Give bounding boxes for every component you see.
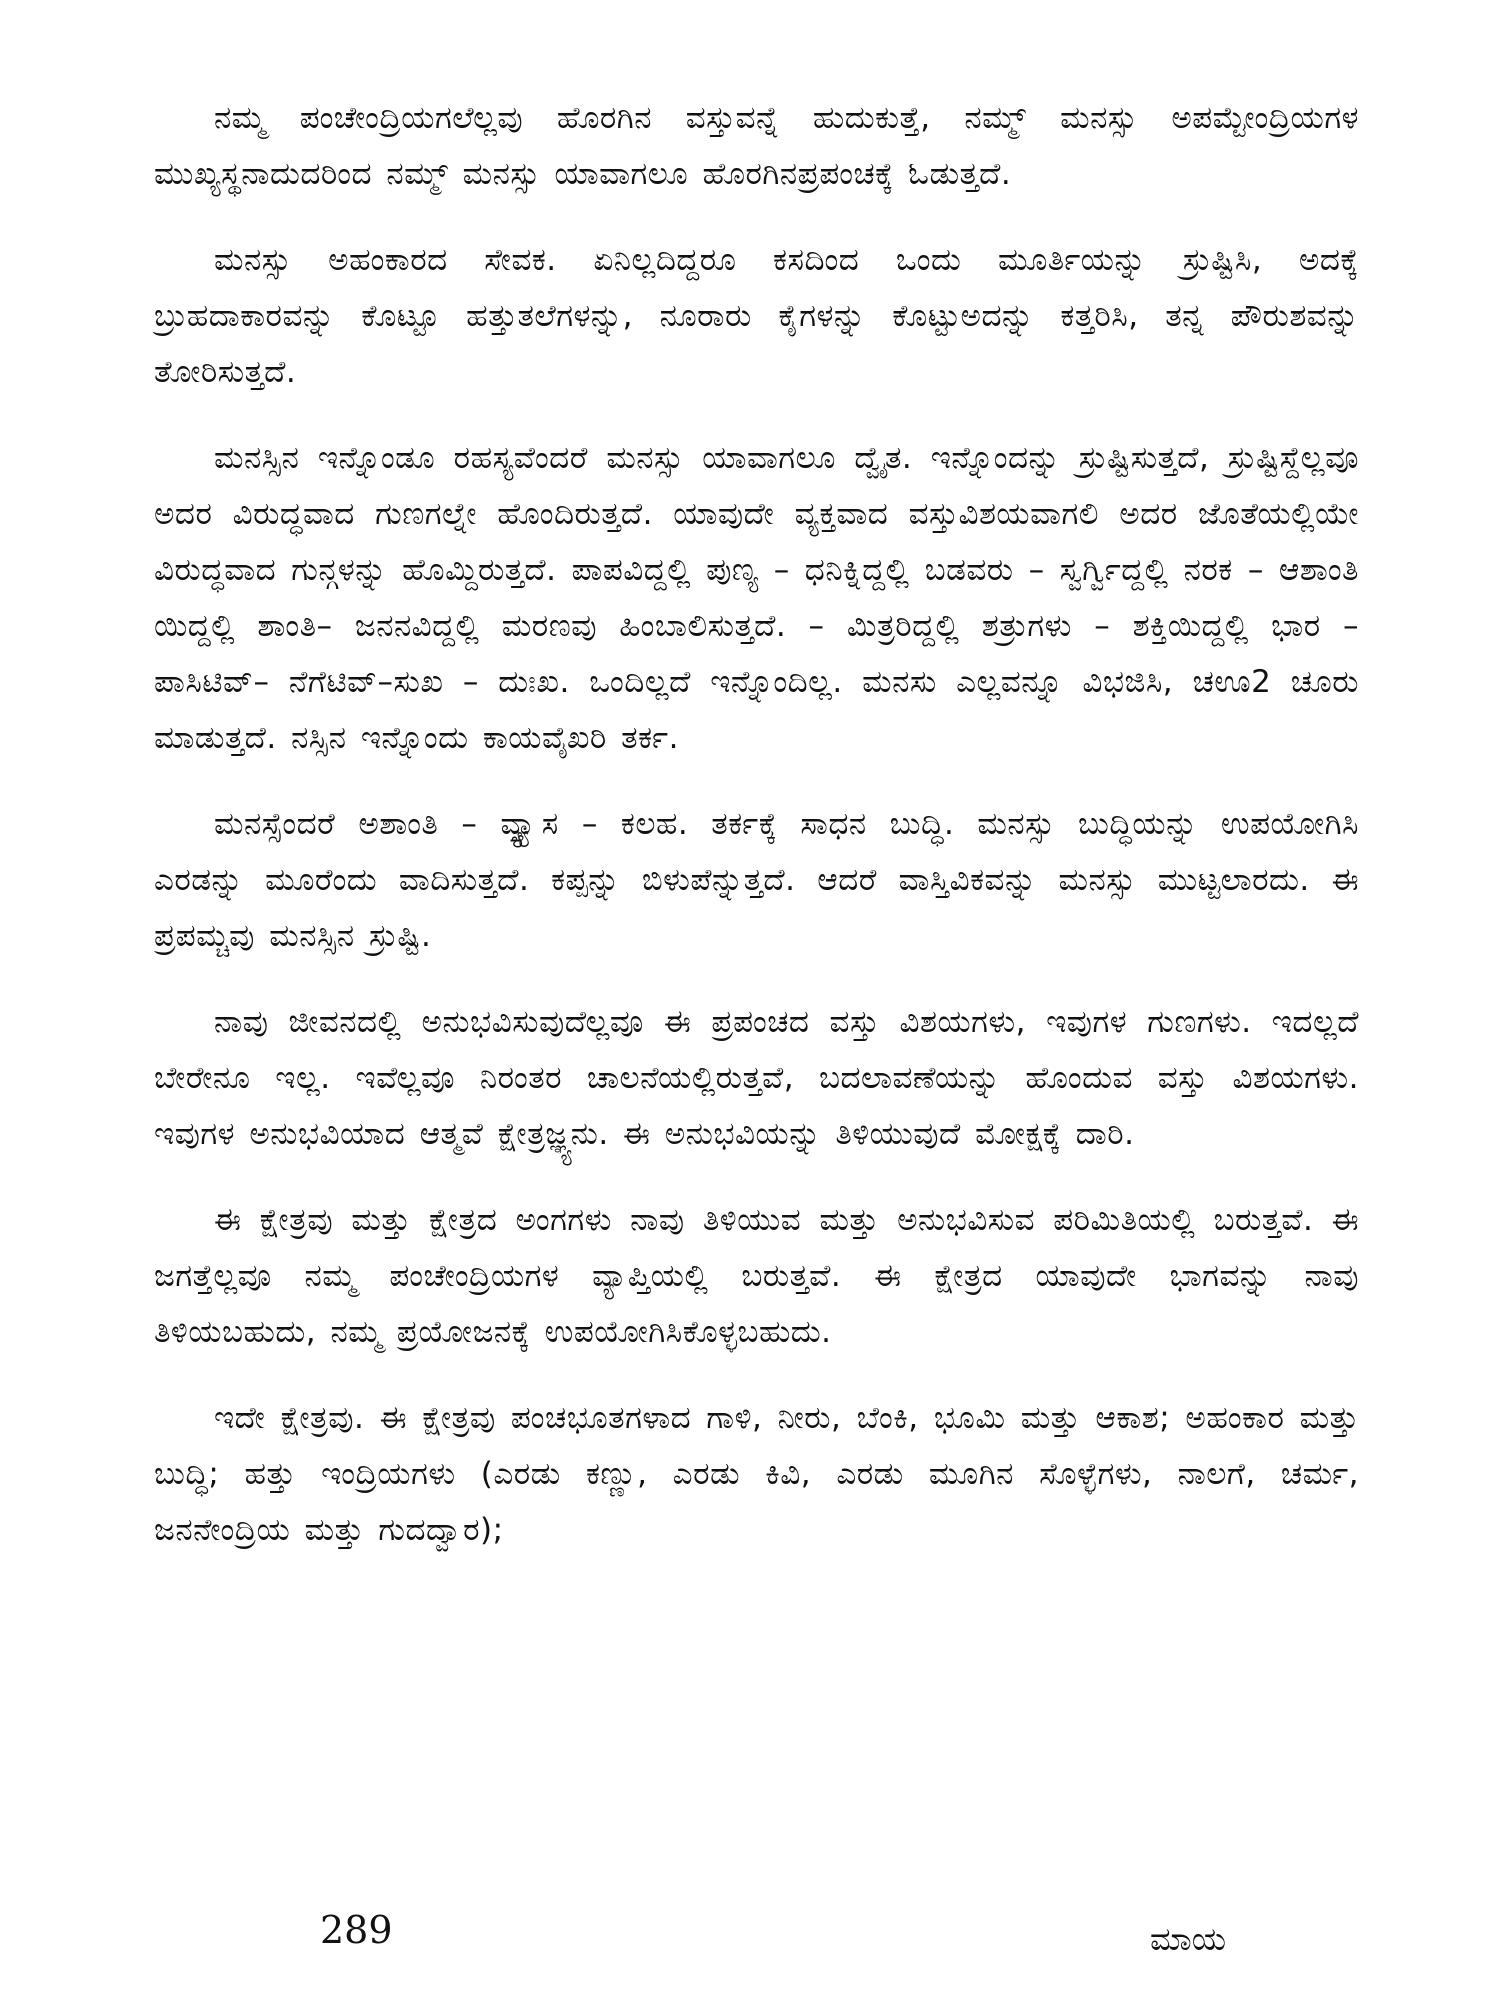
paragraph: ಮನಸ್ಸು ಅಹಂಕಾರದ ಸೇವಕ. ಏನಿಲ್ಲದಿದ್ದರೂ ಕಸದಿಂದ ಒಂದು ಮೂರ್ತಿಯನ್ನು ಸ್ರುಷ್ಟಿಸಿ, ಅದಕ್ಕೆ ಬ್ರುಹದಾಕಾರವನ್ನು ಕೊಟ್ಟೂ ಹತ್ತುತಲೆಗಳನ್ನು, ನೂರಾರು ಕೈಗಳನ್ನು ಕೊಟ್ಟುಅದನ್ನು ಕತ್ತರಿಸಿ, ತನ್ನ ಪೌರುಶವನ್ನು ತೋರಿಸುತ್ತದೆ. — [154, 242, 1359, 390]
paragraph: ಈ ಕ್ಷೇತ್ರವು ಮತ್ತು ಕ್ಷೇತ್ರದ ಅಂಗಗಳು ನಾವು ತಿಳಿಯುವ ಮತ್ತು ಅನುಭವಿಸುವ ಪರಿಮಿತಿಯಲ್ಲಿ ಬರುತ್ತವೆ. ಈ ಜಗತ್ತೆಲ್ಲವೂ ನಮ್ಮ ಪಂಚೇಂದ್ರಿಯಗಳ ವ್ಯಾಪ್ತಿಯಲ್ಲಿ ಬರುತ್ತವೆ. ಈ ಕ್ಷೇತ್ರದ ಯಾವುದೇ ಭಾಗವನ್ನು ನಾವು ತಿಳಿಯಬಹುದು, ನಮ್ಮ ಪ್ರಯೋಜನಕ್ಕೆ ಉಪಯೋಗಿಸಿಕೊಳ್ಳಬಹುದು. — [154, 1202, 1359, 1350]
paragraph: ನಮ್ಮ ಪಂಚೇಂದ್ರಿಯಗಲೆಲ್ಲವು ಹೊರಗಿನ ವಸ್ತುವನ್ನೆ ಹುದುಕುತ್ತೆ, ನಮ್ಮ್ ಮನಸ್ಸು ಅಪಮ್ಟೇಂದ್ರಿಯಗಳ ಮುಖ್ಯಸ್ಥನಾದುದರಿಂದ ನಮ್ಮ್ ಮನಸ್ಸು ಯಾವಾಗಲೂ ಹೊರಗಿನಪ್ರಪಂಚಕ್ಕೆ ಓಡುತ್ತದೆ. — [154, 100, 1359, 192]
paragraph: ಇದೇ ಕ್ಷೇತ್ರವು. ಈ ಕ್ಷೇತ್ರವು ಪಂಚಭೂತಗಳಾದ ಗಾಳಿ, ನೀರು, ಬೆಂಕಿ, ಭೂಮಿ ಮತ್ತು ಆಕಾಶ; ಅಹಂಕಾರ ಮತ್ತು ಬುದ್ಧಿ; ಹತ್ತು ಇಂದ್ರಿಯಗಳು (ಎರಡು ಕಣ್ಣು, ಎರಡು ಕಿವಿ, ಎರಡು ಮೂಗಿನ ಸೊಳ್ಳೆಗಳು, ನಾಲಗೆ, ಚರ್ಮ, ಜನನೇಂದ್ರಿಯ ಮತ್ತು ಗುದದ್ವಾರ); — [154, 1400, 1359, 1548]
paragraph: ಮನಸ್ಸೆಂದರೆ ಅಶಾಂತಿ – ವ್ಯ್ತ್ಯಾಸ – ಕಲಹ. ತರ್ಕಕ್ಕೆ ಸಾಧನ ಬುದ್ಧಿ. ಮನಸ್ಸು ಬುದ್ಧಿಯನ್ನು ಉಪಯೋಗಿಸಿ ಎರಡನ್ನು ಮೂರೆಂದು ವಾದಿಸುತ್ತದೆ. ಕಪ್ಪನ್ನು ಬಿಳುಪೆನ್ನುತ್ತದೆ. ಆದರೆ ವಾಸ್ತಿವಿಕವನ್ನು ಮನಸ್ಸು ಮುಟ್ಟಲಾರದು. ಈ ಪ್ರಪಮ್ಚವು ಮನಸ್ಸಿನ ಸ್ರುಷ್ಟಿ. — [154, 806, 1359, 954]
paragraph: ಮನಸ್ಸಿನ ಇನ್ನೊಂಡೂ ರಹಸ್ಯವೆಂದರೆ ಮನಸ್ಸು ಯಾವಾಗಲೂ ದ್ವೈತ. ಇನ್ನೊಂದನ್ನು ಸ್ರುಷ್ಟಿಸುತ್ತದೆ, ಸ್ರುಷ್ಟಿಸ್ದೆಲ್ಲವೂ ಅದರ ವಿರುದ್ಧವಾದ ಗುಣಗಲ್ನೇ ಹೊಂದಿರುತ್ತದೆ. ಯಾವುದೇ ವ್ಯಕ್ತವಾದ ವಸ್ತುವಿಶಯವಾಗಲಿ ಅದರ ಜೊತೆಯಲ್ಲಿಯೇ ವಿರುದ್ಧವಾದ ಗುನ್ಗಳನ್ನು ಹೊಮ್ದಿರುತ್ತದೆ. ಪಾಪವಿದ್ದಲ್ಲಿ ಪುಣ್ಯ – ಧನಿಕ್ನಿದ್ದಲ್ಲಿ ಬಡವರು – ಸ್ವರ್ಗ್ವಿದ್ದಲ್ಲಿ ನರಕ – ಆಶಾಂತಿ ಯಿದ್ದಲ್ಲಿ ಶಾಂತಿ– ಜನನವಿದ್ದಲ್ಲಿ ಮರಣವು ಹಿಂಬಾಲಿಸುತ್ತದೆ. – ಮಿತ್ರರಿದ್ದಲ್ಲಿ ಶತ್ರುಗಳು – ಶಕ್ತಿಯಿದ್ದಲ್ಲಿ ಭಾರ – ಪಾಸಿಟಿವ್– ನೆಗೆಟಿವ್–ಸುಖ – ದುಃಖ. ಒಂದಿಲ್ಲದೆ ಇನ್ನೊಂದಿಲ್ಲ. ಮನಸು ಎಲ್ಲವನ್ನೂ ವಿಭಜಿಸಿ, ಚಊ2 ಚೂರು ಮಾಡುತ್ತದೆ. ನಸ್ಸಿನ ಇನ್ನೊಂದು ಕಾಯವೈಖರಿ ತರ್ಕ. — [154, 440, 1359, 756]
running-footer-title: ಮಾಯ — [1150, 1920, 1227, 1958]
paragraph: ನಾವು ಜೀವನದಲ್ಲಿ ಅನುಭವಿಸುವುದೆಲ್ಲವೂ ಈ ಪ್ರಪಂಚದ ವಸ್ತು ವಿಶಯಗಳು, ಇವುಗಳ ಗುಣಗಳು. ಇದಲ್ಲದೆ ಬೇರೇನೂ ಇಲ್ಲ. ಇವೆಲ್ಲವೂ ನಿರಂತರ ಚಾಲನೆಯಲ್ಲಿರುತ್ತವೆ, ಬದಲಾವಣೆಯನ್ನು ಹೊಂದುವ ವಸ್ತು ವಿಶಯಗಳು. ಇವುಗಳ ಅನುಭವಿಯಾದ ಆತ್ಮವೆ ಕ್ಷೇತ್ರಜ್ಞ್ಯನು. ಈ ಅನುಭವಿಯನ್ನು ತಿಳಿಯುವುದೆ ಮೋಕ್ಷಕ್ಕೆ ದಾರಿ. — [154, 1004, 1359, 1152]
page-number: 289 — [320, 1908, 393, 1952]
page-body — [154, 90, 1359, 1588]
